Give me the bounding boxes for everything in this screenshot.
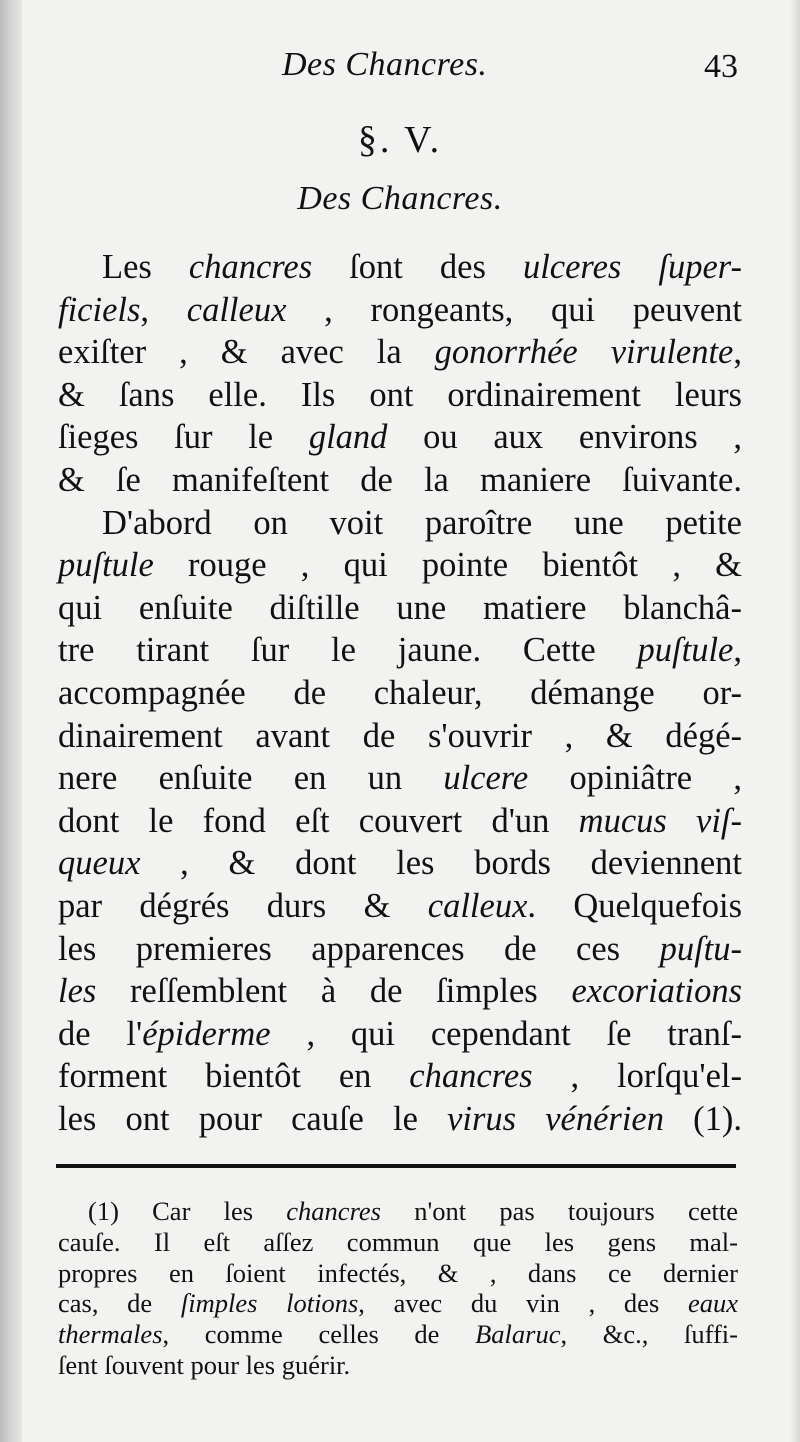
text-line bbox=[58, 842, 742, 885]
text-segment: ſieges ſur le bbox=[58, 418, 309, 457]
text-segment: , bbox=[733, 333, 742, 372]
running-head bbox=[0, 46, 800, 96]
footnote-line bbox=[58, 1258, 738, 1289]
footnote-rule bbox=[56, 1164, 736, 1168]
text-segment: n'ont pas toujours cette bbox=[380, 1196, 738, 1226]
text-segment: nere enſuite en un bbox=[58, 759, 444, 798]
italic-text: épiderme bbox=[142, 1014, 271, 1053]
footnote bbox=[58, 1196, 738, 1381]
italic-text: Balaruc bbox=[475, 1319, 561, 1350]
italic-text: queux bbox=[58, 844, 141, 883]
page-number: 43 bbox=[704, 48, 738, 85]
text-segment: les premieres apparences de ces bbox=[58, 929, 660, 968]
footnote-line bbox=[58, 1288, 738, 1319]
text-segment: , bbox=[140, 290, 187, 329]
text-segment: de l' bbox=[58, 1014, 143, 1053]
italic-text: excoriations bbox=[571, 972, 742, 1011]
text-segment: cas, de bbox=[58, 1288, 181, 1319]
text-segment: , rongeants, qui peuvent bbox=[286, 290, 743, 329]
text-segment: par dégrés durs & bbox=[58, 886, 428, 925]
text-segment: ſont des bbox=[312, 248, 523, 286]
text-segment: dont le fond eſt couvert d'un bbox=[58, 801, 579, 840]
italic-text: ficiels bbox=[58, 290, 141, 329]
text-segment: rouge , qui pointe bientôt , & bbox=[153, 546, 742, 585]
text-line bbox=[58, 800, 742, 843]
text-segment: D'abord on voit paroître une petite bbox=[102, 503, 742, 542]
text-segment: exiſter , & avec la bbox=[58, 333, 435, 372]
text-segment: . Quelquefois bbox=[527, 886, 742, 925]
text-line bbox=[58, 1013, 742, 1056]
text-segment: , & dont les bords deviennent bbox=[140, 844, 742, 883]
italic-text: mucus viſ- bbox=[578, 801, 742, 840]
text-segment: , bbox=[733, 631, 742, 670]
text-line bbox=[58, 374, 742, 417]
text-segment: , comme celles de bbox=[162, 1319, 476, 1350]
text-line bbox=[58, 672, 742, 715]
italic-text: ulceres ſuper- bbox=[522, 248, 742, 286]
text-segment: & ſans elle. Ils ont ordinairement leurs bbox=[58, 375, 742, 414]
text-line bbox=[58, 289, 742, 332]
running-title: Des Chancres. bbox=[282, 46, 488, 83]
text-line bbox=[58, 502, 742, 545]
text-line bbox=[58, 629, 742, 672]
text-line bbox=[58, 885, 742, 928]
italic-text: gonorrhée virulente bbox=[434, 333, 734, 372]
italic-text: ulcere bbox=[443, 759, 529, 798]
text-line bbox=[58, 544, 742, 587]
text-segment: & ſe manifeſtent de la maniere ſuivante. bbox=[58, 460, 742, 499]
text-line bbox=[58, 459, 742, 502]
footnote-line bbox=[58, 1196, 738, 1227]
text-segment: ſent ſouvent pour les guérir. bbox=[58, 1349, 351, 1380]
italic-text: les bbox=[58, 972, 97, 1011]
italic-text: gland bbox=[308, 418, 388, 457]
text-segment: Les bbox=[102, 248, 189, 286]
italic-text: thermales bbox=[58, 1319, 163, 1350]
text-segment: , qui cependant ſe tranſ- bbox=[270, 1014, 742, 1053]
text-segment: ou aux environs , bbox=[387, 418, 742, 457]
italic-text: eaux bbox=[687, 1288, 738, 1319]
text-segment: (1) Car les bbox=[88, 1196, 287, 1226]
italic-text: puſtu- bbox=[659, 929, 742, 968]
text-segment: cauſe. Il eſt aſſez commun que les gens mal- bbox=[58, 1226, 738, 1257]
text-segment: , lorſqu'el- bbox=[532, 1057, 742, 1096]
text-segment: forment bientôt en bbox=[58, 1057, 410, 1096]
text-segment: accompagnée de chaleur, démange or- bbox=[58, 673, 742, 712]
text-segment: les ont pour cauſe le bbox=[58, 1099, 448, 1138]
text-line bbox=[58, 1098, 742, 1141]
text-segment: dinairement avant de s'ouvrir , & dégé- bbox=[58, 716, 742, 755]
text-segment: reſſemblent à de ſimples bbox=[96, 972, 572, 1011]
text-line bbox=[58, 1055, 742, 1098]
italic-text: calleux bbox=[186, 290, 287, 329]
section-number: §. V. bbox=[357, 119, 443, 161]
italic-text: chancres bbox=[286, 1196, 381, 1226]
section-title: Des Chancres. bbox=[297, 180, 503, 217]
text-line bbox=[58, 246, 742, 289]
text-segment: , avec du vin , des bbox=[358, 1288, 688, 1319]
text-line bbox=[58, 928, 742, 971]
footnote-line bbox=[58, 1350, 738, 1381]
footnote-line bbox=[58, 1227, 738, 1258]
text-line bbox=[58, 416, 742, 459]
text-segment: , &c., ſuffi- bbox=[560, 1319, 738, 1350]
italic-text: puſtule bbox=[637, 631, 734, 670]
text-segment: qui enſuite diſtille une matiere blanchâ- bbox=[58, 588, 742, 627]
text-line bbox=[58, 331, 742, 374]
text-line bbox=[58, 970, 742, 1013]
text-segment: tre tirant ſur le jaune. Cette bbox=[58, 631, 638, 670]
text-segment: propres en ſoient infectés, & , dans ce dernier bbox=[58, 1257, 738, 1288]
text-segment: (1). bbox=[664, 1099, 743, 1138]
italic-text: puſtule bbox=[58, 546, 154, 585]
text-line bbox=[58, 715, 742, 758]
italic-text: calleux bbox=[427, 886, 528, 925]
text-line bbox=[58, 757, 742, 800]
footnote-line bbox=[58, 1319, 738, 1350]
italic-text: chancres bbox=[188, 248, 313, 286]
italic-text: virus vénérien bbox=[447, 1099, 664, 1138]
body-text bbox=[58, 246, 742, 1140]
italic-text: ſimples lotions bbox=[180, 1288, 359, 1319]
text-line bbox=[58, 587, 742, 630]
italic-text: chancres bbox=[409, 1057, 533, 1096]
text-segment: opiniâtre , bbox=[528, 759, 743, 798]
